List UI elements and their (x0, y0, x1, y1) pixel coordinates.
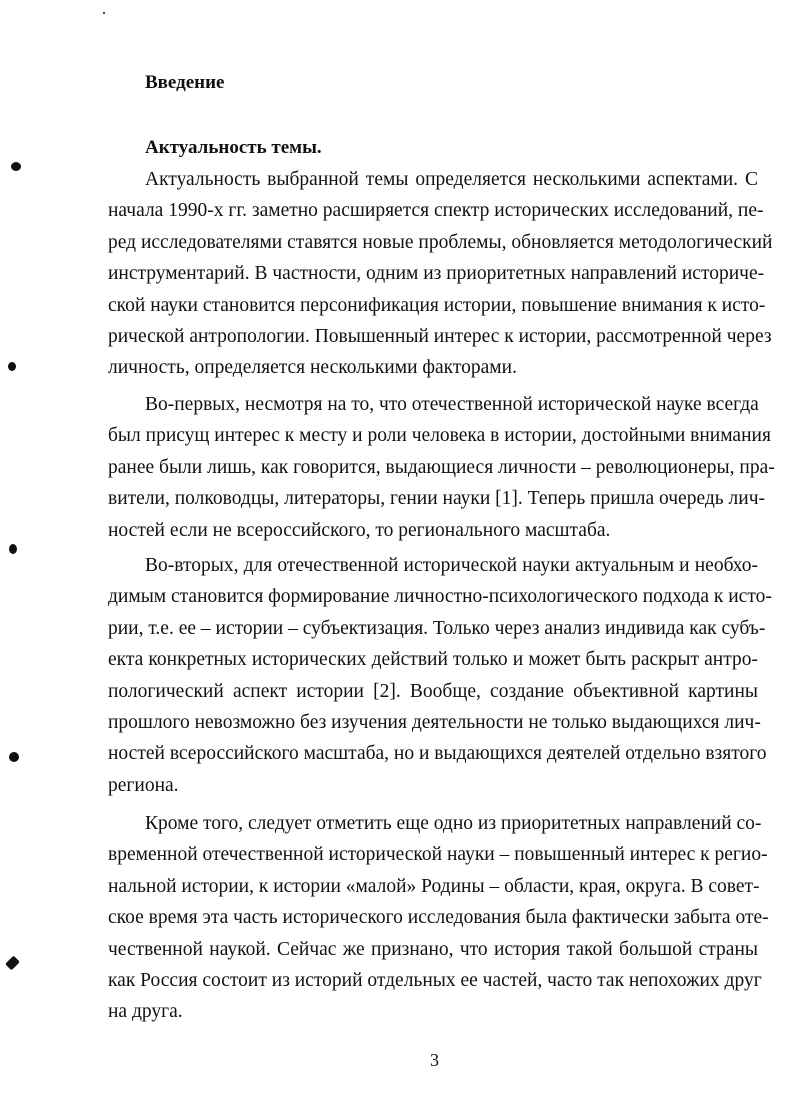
text-line: нальной истории, к истории «малой» Родины – области, края, округа. В совет- (108, 875, 760, 897)
paragraph (108, 164, 773, 384)
paragraph (108, 808, 769, 1028)
text-line: ностей всероссийского масштаба, но и выдающихся деятелей отдельно взятого (108, 743, 767, 765)
text-line: екта конкретных исторических действий только и может быть раскрыт антро- (108, 649, 758, 671)
text-line: личность, определяется несколькими факторами. (108, 357, 517, 379)
text-line: чественной наукой. Сейчас же признано, что история такой большой страны (108, 938, 758, 960)
text-line: региона. (108, 774, 179, 796)
text-line: пологический аспект истории [2]. Вообще, создание объективной картины (108, 680, 758, 702)
text-line: ской науки становится персонификация истории, повышение внимания к исто- (108, 294, 766, 316)
page-number: 3 (430, 1050, 439, 1070)
text-line: Актуальность выбранной темы определяется несколькими аспектами. С (145, 169, 758, 190)
page-title: Введение (145, 72, 225, 93)
text-line: димым становится формирование личностно-психологического подхода к исто- (108, 586, 772, 608)
text-line: Во-первых, несмотря на то, что отечественной исторической науке всегда (145, 394, 759, 415)
text-line: на друга. (108, 1001, 183, 1023)
text-line: начала 1990-х гг. заметно расширяется спектр исторических исследований, пе- (108, 200, 764, 222)
text-line: был присущ интерес к месту и роли человека в истории, достойными внимания (108, 425, 771, 447)
section-heading: Актуальность темы. (145, 137, 322, 158)
paragraph (108, 550, 772, 801)
text-line: вители, полководцы, литераторы, гении науки [1]. Теперь пришла очередь лич- (108, 488, 766, 510)
binding-hole-mark (9, 544, 17, 554)
text-line: ностей если не всероссийского, то регионального масштаба. (108, 519, 611, 541)
text-line: Кроме того, следует отметить еще одно из приоритетных направлений со- (145, 813, 762, 834)
text-line: рии, т.е. ее – истории – субъектизация. Только через анализ индивида как субъ- (108, 617, 766, 639)
text-line: инструментарий. В частности, одним из приоритетных направлений историче- (108, 263, 765, 285)
text-line: прошлого невозможно без изучения деятельности не только выдающихся лич- (108, 712, 761, 734)
binding-hole-mark (8, 362, 16, 371)
text-line: Во-вторых, для отечественной исторической науки актуальным и необхо- (145, 555, 758, 576)
scan-speck (103, 12, 105, 14)
binding-hole-mark (11, 162, 21, 171)
text-line: ранее были лишь, как говорится, выдающиеся личности – революционеры, пра- (108, 456, 775, 478)
text-line: рической антропологии. Повышенный интерес к истории, рассмотренной через (108, 326, 772, 348)
binding-hole-mark (9, 752, 19, 762)
text-line: ское время эта часть исторического исследования была фактически забыта оте- (108, 907, 769, 929)
binding-hole-mark (5, 956, 20, 971)
paragraph (108, 389, 775, 546)
text-line: ред исследователями ставятся новые проблемы, обновляется методологический (108, 231, 773, 253)
text-line: как Россия состоит из историй отдельных ее частей, часто так непохожих друг (108, 970, 762, 992)
text-line: временной отечественной исторической науки – повышенный интерес к регио- (108, 844, 768, 866)
